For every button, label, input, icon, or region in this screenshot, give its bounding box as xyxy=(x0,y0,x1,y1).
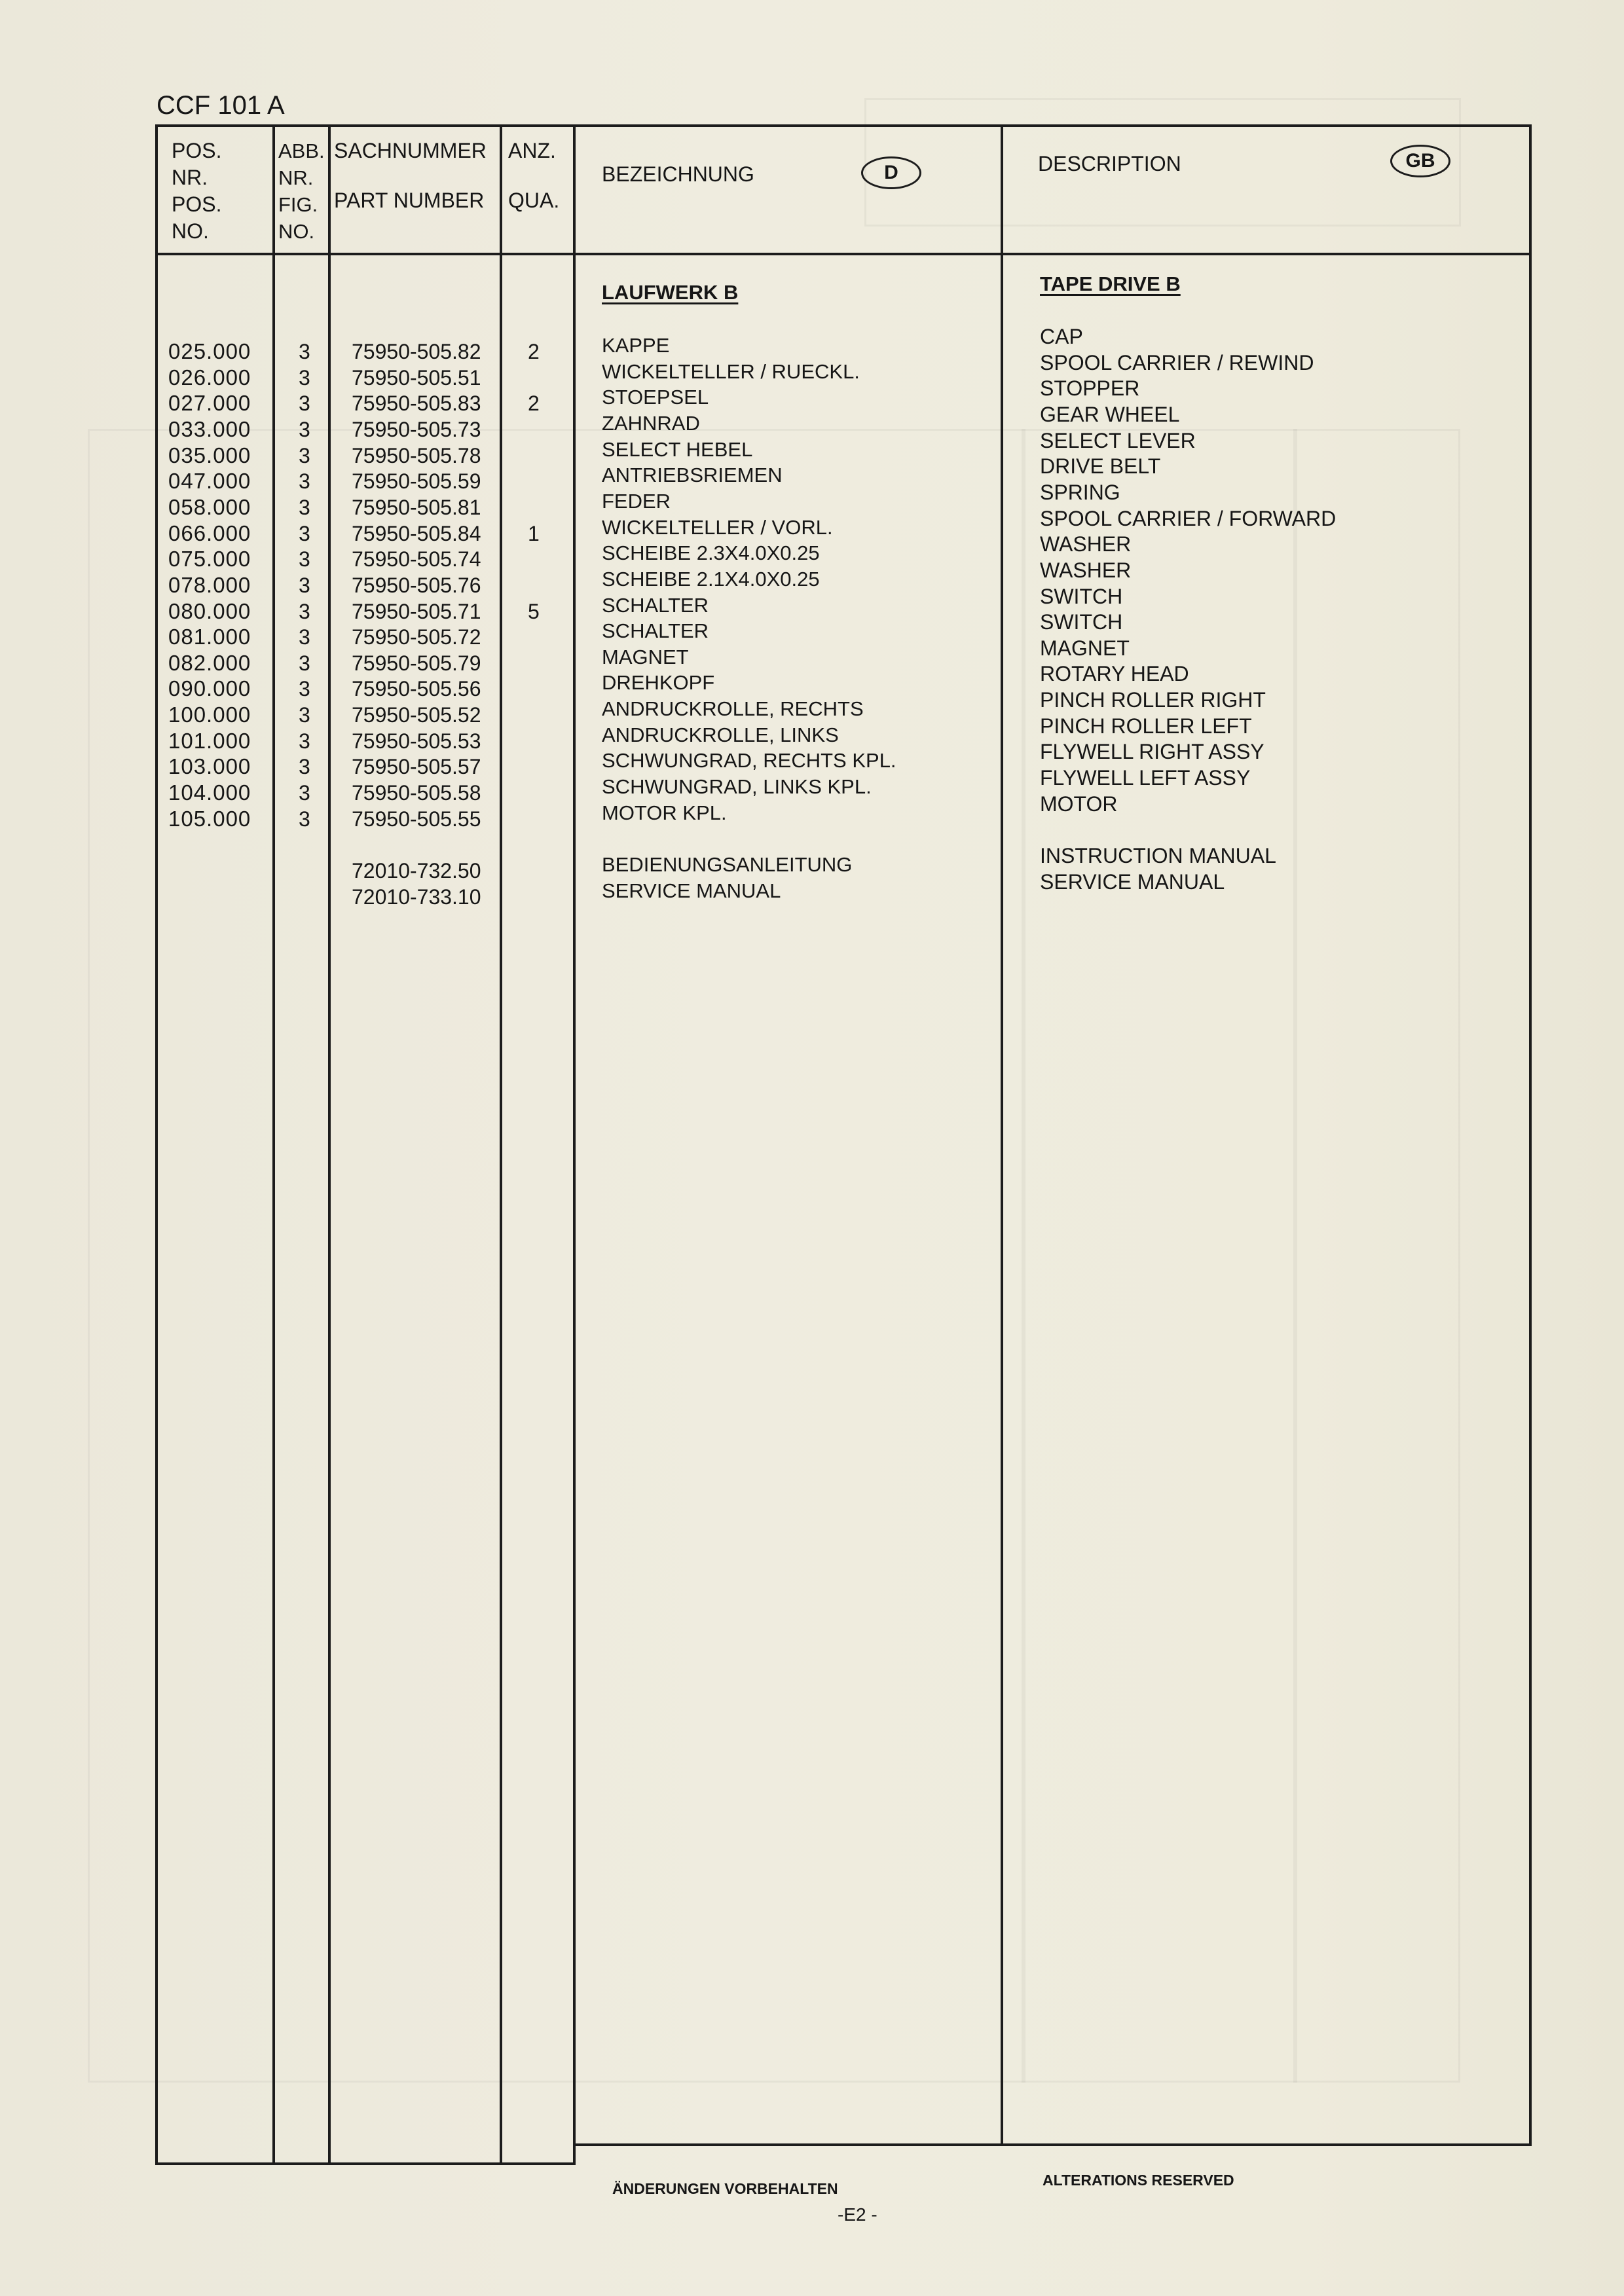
item-figure-number: 3 xyxy=(299,547,310,572)
item-part-number: 75950-505.81 xyxy=(352,495,481,519)
item-name-de: DREHKOPF xyxy=(602,671,715,695)
item-description-en: SWITCH xyxy=(1040,584,1123,608)
header-part-number-de: SACHNUMMER xyxy=(334,139,487,162)
item-description-en: SPRING xyxy=(1040,480,1120,504)
item-figure-number: 3 xyxy=(299,521,310,545)
item-name-de: WICKELTELLER / VORL. xyxy=(602,515,833,539)
manual-description-en: INSTRUCTION MANUAL xyxy=(1040,844,1276,867)
header-line: NR. xyxy=(278,166,314,189)
table-top-border xyxy=(155,124,1532,127)
column-divider-fig-part xyxy=(328,124,331,2165)
item-name-de: MOTOR KPL. xyxy=(602,801,727,824)
item-position-number: 080.000 xyxy=(168,598,251,623)
table-bottom-border-left xyxy=(155,2162,576,2165)
item-figure-number: 3 xyxy=(299,807,310,831)
item-description-en: ROTARY HEAD xyxy=(1040,662,1189,686)
item-name-de: SCHWUNGRAD, RECHTS KPL. xyxy=(602,749,896,773)
item-description-en: MAGNET xyxy=(1040,636,1130,660)
header-quantity-de: ANZ. xyxy=(508,139,556,162)
item-description-en: WASHER xyxy=(1040,558,1132,582)
item-description-en: PINCH ROLLER LEFT xyxy=(1040,714,1252,738)
item-part-number: 75950-505.84 xyxy=(352,521,481,545)
item-name-de: WICKELTELLER / RUECKL. xyxy=(602,359,860,383)
item-position-number: 105.000 xyxy=(168,806,251,831)
header-line: POS. xyxy=(172,139,222,162)
item-description-en: SELECT LEVER xyxy=(1040,428,1196,452)
header-line: ABB. xyxy=(278,139,325,162)
item-part-number: 75950-505.56 xyxy=(352,677,481,701)
column-divider-qty-name xyxy=(573,124,576,2165)
item-position-number: 066.000 xyxy=(168,520,251,545)
header-line: POS. xyxy=(172,192,222,216)
item-description-en: MOTOR xyxy=(1040,792,1118,816)
item-position-number: 025.000 xyxy=(168,339,251,363)
item-position-number: 075.000 xyxy=(168,547,251,572)
language-badge-gb: GB xyxy=(1390,145,1450,177)
item-part-number: 75950-505.82 xyxy=(352,340,481,363)
item-figure-number: 3 xyxy=(299,599,310,623)
item-description-en: SPOOL CARRIER / REWIND xyxy=(1040,350,1314,374)
table-header-divider xyxy=(155,253,1532,255)
item-part-number: 75950-505.72 xyxy=(352,625,481,649)
item-position-number: 100.000 xyxy=(168,702,251,727)
item-position-number: 101.000 xyxy=(168,728,251,753)
item-position-number: 081.000 xyxy=(168,625,251,649)
item-figure-number: 3 xyxy=(299,443,310,467)
item-description-en: SPOOL CARRIER / FORWARD xyxy=(1040,506,1337,530)
item-quantity: 5 xyxy=(528,599,540,623)
item-name-de: SELECT HEBEL xyxy=(602,437,753,461)
header-name-de: BEZEICHNUNG xyxy=(602,162,754,186)
item-figure-number: 3 xyxy=(299,651,310,675)
item-part-number: 75950-505.52 xyxy=(352,703,481,727)
document-code: CCF 101 A xyxy=(157,91,285,120)
item-name-de: ANDRUCKROLLE, LINKS xyxy=(602,723,839,746)
bleed-through-column-line xyxy=(1293,429,1297,2083)
item-part-number: 75950-505.53 xyxy=(352,729,481,753)
item-figure-number: 3 xyxy=(299,340,310,363)
item-position-number: 104.000 xyxy=(168,780,251,805)
item-quantity: 2 xyxy=(528,392,540,416)
item-part-number: 75950-505.74 xyxy=(352,547,481,572)
table-left-border xyxy=(155,124,158,2165)
item-position-number: 026.000 xyxy=(168,365,251,390)
header-part-number-en: PART NUMBER xyxy=(334,189,485,212)
item-description-en: GEAR WHEEL xyxy=(1040,402,1180,426)
item-position-number: 047.000 xyxy=(168,469,251,494)
item-part-number: 75950-505.71 xyxy=(352,599,481,623)
item-figure-number: 3 xyxy=(299,392,310,416)
item-position-number: 090.000 xyxy=(168,676,251,701)
item-part-number: 75950-505.55 xyxy=(352,807,481,831)
item-figure-number: 3 xyxy=(299,781,310,805)
item-name-de: ZAHNRAD xyxy=(602,411,700,435)
item-name-de: MAGNET xyxy=(602,645,689,668)
item-part-number: 75950-505.79 xyxy=(352,651,481,675)
item-figure-number: 3 xyxy=(299,469,310,494)
manual-name-de: SERVICE MANUAL xyxy=(602,879,781,902)
item-figure-number: 3 xyxy=(299,729,310,753)
header-description-en: DESCRIPTION xyxy=(1038,152,1181,175)
item-figure-number: 3 xyxy=(299,677,310,701)
item-figure-number: 3 xyxy=(299,573,310,597)
item-part-number: 75950-505.57 xyxy=(352,755,481,779)
table-right-border xyxy=(1529,124,1532,2146)
manual-part-number: 72010-733.10 xyxy=(352,884,481,909)
column-divider-pos-fig xyxy=(272,124,275,2165)
item-description-en: FLYWELL LEFT ASSY xyxy=(1040,766,1251,790)
header-line: FIG. xyxy=(278,193,318,216)
item-position-number: 035.000 xyxy=(168,443,251,467)
table-bottom-border-right xyxy=(573,2143,1532,2146)
item-position-number: 033.000 xyxy=(168,416,251,441)
header-quantity-en: QUA. xyxy=(508,189,560,212)
item-name-de: SCHWUNGRAD, LINKS KPL. xyxy=(602,775,872,799)
section-title-de: LAUFWERK B xyxy=(602,281,739,304)
item-name-de: ANTRIEBSRIEMEN xyxy=(602,464,783,487)
header-pos-number xyxy=(172,137,221,245)
item-figure-number: 3 xyxy=(299,365,310,390)
bleed-through-frame xyxy=(88,429,1460,2083)
section-title-en: TAPE DRIVE B xyxy=(1040,272,1181,295)
manual-part-number: 72010-732.50 xyxy=(352,859,481,883)
manual-name-de: BEDIENUNGSANLEITUNG xyxy=(602,853,853,876)
item-name-de: ANDRUCKROLLE, RECHTS xyxy=(602,697,864,721)
item-name-de: SCHALTER xyxy=(602,593,709,617)
bleed-through-column-line xyxy=(1022,429,1025,2083)
column-divider-part-qty xyxy=(500,124,502,2165)
page-number: -E2 - xyxy=(838,2204,877,2225)
item-description-en: CAP xyxy=(1040,325,1083,348)
item-figure-number: 3 xyxy=(299,495,310,519)
item-position-number: 082.000 xyxy=(168,650,251,675)
item-figure-number: 3 xyxy=(299,755,310,779)
header-line: NO. xyxy=(278,220,315,243)
item-name-de: SCHEIBE 2.1X4.0X0.25 xyxy=(602,567,820,591)
footer-notice-en: ALTERATIONS RESERVED xyxy=(1043,2172,1234,2189)
footer-notice-de: ÄNDERUNGEN VORBEHALTEN xyxy=(612,2180,838,2197)
item-description-en: WASHER xyxy=(1040,532,1132,556)
item-quantity: 2 xyxy=(528,340,540,363)
item-part-number: 75950-505.59 xyxy=(352,469,481,494)
item-name-de: SCHEIBE 2.3X4.0X0.25 xyxy=(602,541,820,565)
item-name-de: STOEPSEL xyxy=(602,386,709,409)
item-figure-number: 3 xyxy=(299,703,310,727)
item-quantity: 1 xyxy=(528,521,540,545)
item-position-number: 103.000 xyxy=(168,754,251,779)
item-part-number: 75950-505.78 xyxy=(352,443,481,467)
item-figure-number: 3 xyxy=(299,625,310,649)
header-figure-number xyxy=(278,137,325,245)
item-position-number: 078.000 xyxy=(168,572,251,597)
header-line: NR. xyxy=(172,166,208,189)
item-position-number: 027.000 xyxy=(168,391,251,416)
manual-description-en: SERVICE MANUAL xyxy=(1040,869,1225,894)
item-part-number: 75950-505.73 xyxy=(352,417,481,441)
item-description-en: STOPPER xyxy=(1040,376,1140,401)
item-description-en: FLYWELL RIGHT ASSY xyxy=(1040,740,1264,764)
item-name-de: SCHALTER xyxy=(602,619,709,643)
header-line: NO. xyxy=(172,219,209,243)
item-description-en: DRIVE BELT xyxy=(1040,454,1161,479)
item-description-en: PINCH ROLLER RIGHT xyxy=(1040,688,1266,712)
item-part-number: 75950-505.83 xyxy=(352,392,481,416)
item-name-de: KAPPE xyxy=(602,334,670,357)
item-figure-number: 3 xyxy=(299,417,310,441)
language-badge-de: D xyxy=(861,156,921,189)
column-divider-name-description xyxy=(1001,124,1003,2146)
item-part-number: 75950-505.51 xyxy=(352,365,481,390)
item-position-number: 058.000 xyxy=(168,494,251,519)
item-name-de: FEDER xyxy=(602,489,671,513)
item-part-number: 75950-505.76 xyxy=(352,573,481,597)
item-part-number: 75950-505.58 xyxy=(352,781,481,805)
item-description-en: SWITCH xyxy=(1040,610,1123,634)
